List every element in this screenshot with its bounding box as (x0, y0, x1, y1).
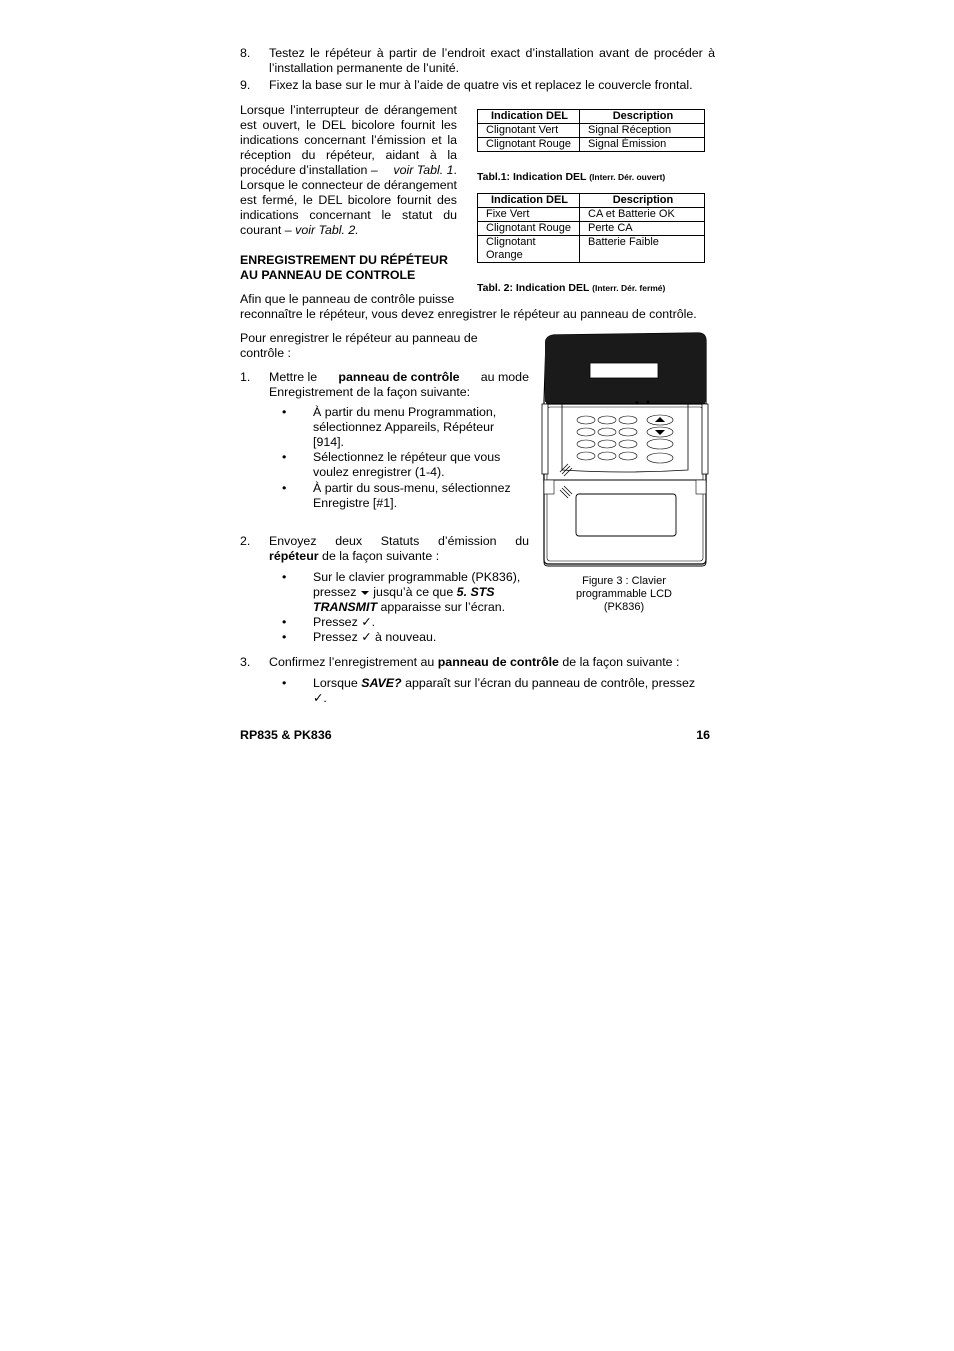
table-1-header: Indication DEL Description (478, 110, 705, 124)
step-3-text: Confirmez l’enregistrement au panneau de contrôle de la façon suivante : (269, 655, 680, 669)
step-1-bullet-3: À partir du sous-menu, sélectionnez Enregistre [#1]. (313, 481, 511, 510)
step-8-number: 8. (240, 46, 251, 60)
paragraph-pour: Pour enregistrer le répéteur au panneau de contrôle : (240, 331, 478, 360)
step-1-number: 1. (240, 370, 251, 384)
step-2-number: 2. (240, 534, 251, 548)
step-8-text: Testez le répéteur à partir de l’endroit exact d’installation avant de procéder à l’installation permanente de l’unité. (269, 46, 715, 75)
step-3-bullet: Lorsque SAVE? apparaît sur l’écran du panneau de contrôle, pressez ✓. (313, 676, 696, 705)
figure-caption: Figure 3 : Clavier programmable LCD (PK836) (576, 575, 672, 613)
paragraph-afin: Afin que le panneau de contrôle puisse reconnaître le répéteur, vous devez enregistrer le répéteur au panneau de contrôle. (240, 292, 697, 321)
table-1 (477, 109, 705, 152)
step-9-text: Fixez la base sur le mur à l’aide de quatre vis et replacez le couvercle frontal. (269, 78, 693, 92)
step-9-number: 9. (240, 78, 251, 92)
step-1-bullet-1: À partir du menu Programmation, sélectionnez Appareils, Répéteur [914]. (313, 405, 497, 449)
table-row: Clignotant Rouge Signal Émission (478, 138, 705, 152)
table-2-header: Indication DEL Description (478, 194, 705, 208)
keypad-illustration (540, 332, 710, 568)
bullet: • (282, 570, 287, 584)
bullet: • (282, 676, 287, 690)
footer-left: RP835 & PK836 (240, 728, 332, 742)
step-2-text: Envoyez deux Statuts d’émission du répéteur de la façon suivante : (269, 534, 529, 563)
arrow-down-icon (360, 589, 370, 597)
section-heading: ENREGISTREMENT DU RÉPÉTEUR AU PANNEAU DE CONTROLE (240, 253, 448, 282)
intro-paragraph: Lorsque l’interrupteur de dérangement est ouvert, le DEL bicolore fournit les indications concernant l’émission et la réception du répéteur, aidant à la procédure d’installation – voir Tabl. 1. Lorsque le connecteur de dérangement est fermé, le DEL bicolore fournit des indications concernant le statut du courant – voir Tabl. 2. (240, 103, 457, 237)
table-row: Fixe Vert CA et Batterie OK (478, 208, 705, 222)
step-3-number: 3. (240, 655, 251, 669)
bullet: • (282, 481, 287, 495)
bullet: • (282, 615, 287, 629)
bullet: • (282, 630, 287, 644)
step-2-bullet-1: Sur le clavier programmable (PK836), pressez jusqu’à ce que 5. STS TRANSMIT apparaisse sur l’écran. (313, 570, 521, 614)
table-2 (477, 193, 705, 263)
intro-line-ref1: procédure d’installation – voir Tabl. 1. (240, 163, 457, 177)
page-number: 16 (696, 728, 710, 742)
table-row: Clignotant Vert Signal Réception (478, 124, 705, 138)
table-1-caption: Tabl.1: Indication DEL (Interr. Dér. ouvert) (477, 171, 666, 183)
step-1-text: Mettre le panneau de contrôle au mode Enregistrement de la façon suivante: (269, 370, 529, 399)
table-row: Clignotant Orange Batterie Faible (478, 236, 705, 263)
bullet: • (282, 405, 287, 419)
step-2-bullet-3: Pressez ✓ à nouveau. (313, 630, 437, 644)
step-2-bullet-2: Pressez ✓. (313, 615, 376, 629)
bullet: • (282, 450, 287, 464)
table-row: Clignotant Rouge Perte CA (478, 222, 705, 236)
table-2-caption: Tabl. 2: Indication DEL (Interr. Dér. fermé) (477, 282, 666, 294)
step-1-bullet-2: Sélectionnez le répéteur que vous voulez enregistrer (1-4). (313, 450, 501, 479)
